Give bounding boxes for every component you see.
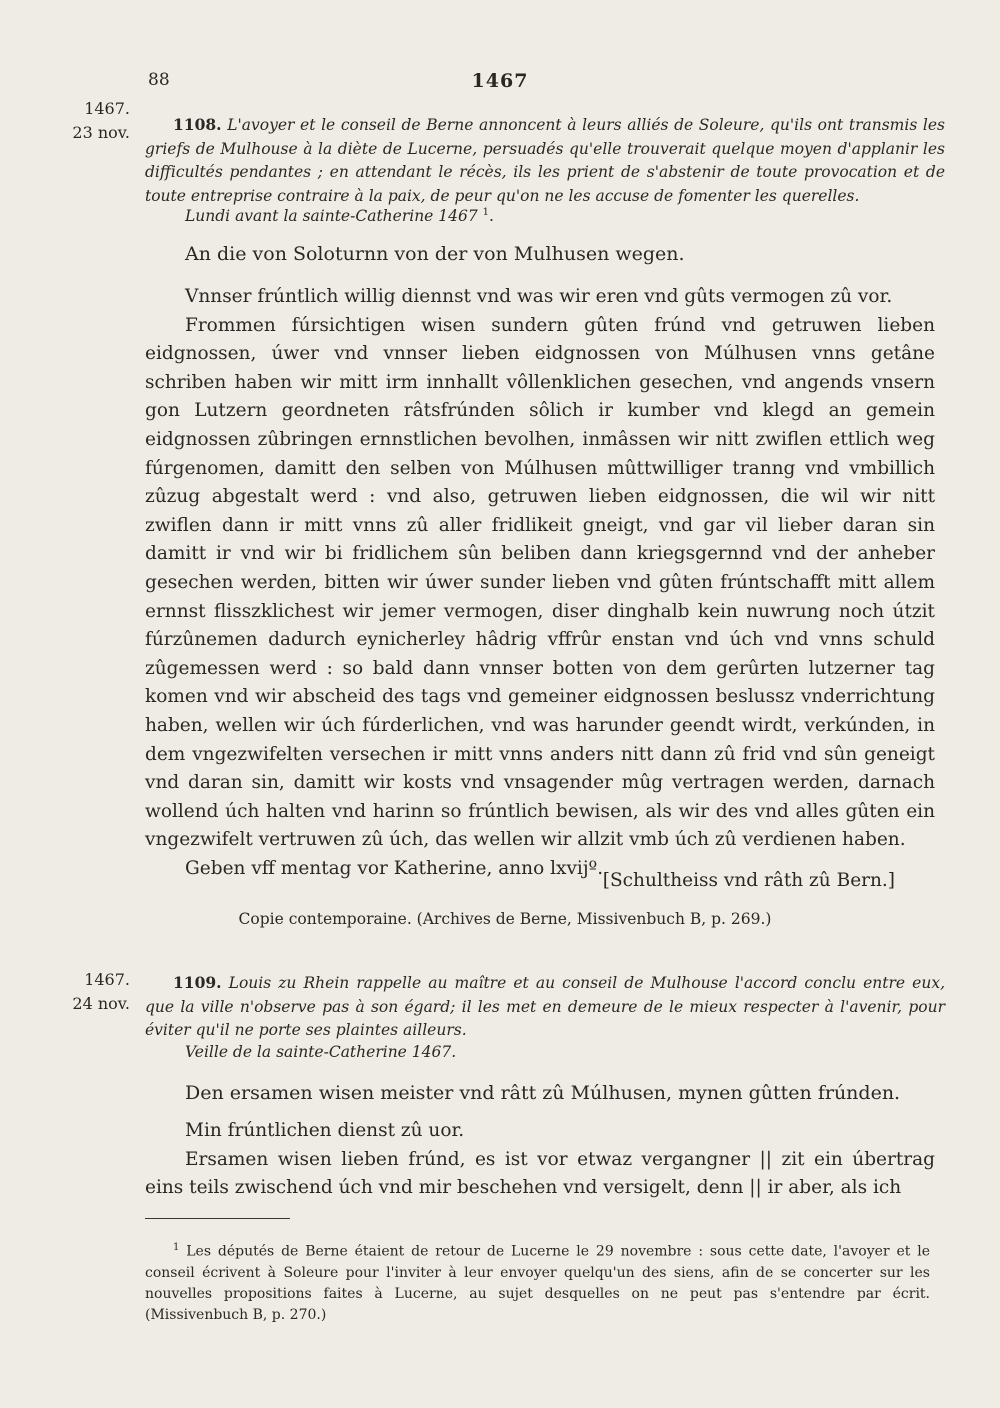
- footnote-text: Les députés de Berne étaient de retour de Lucerne le 29 novembre : sous cette date, l'avoyer et le conseil écrivent à Soleure pour l'inviter à leur envoyer quelqu'un des siens, afin de se concerter sur les nouvelles propositions faites à Lucerne, au sujet desquelles on ne peut pas s'entendre par écrit. (Missivenbuch B, p. 270.): [145, 1243, 930, 1323]
- letter-closing: Geben vff mentag vor Katherine, anno lxvijº.: [185, 857, 604, 879]
- footnote: [145, 1237, 930, 1326]
- margin-date-1109: [60, 968, 130, 1016]
- document-number: 1109.: [173, 973, 222, 992]
- letter-address-1108: An die von Soloturnn von der von Mulhusen wegen.: [185, 243, 685, 265]
- margin-year: 1467.: [84, 99, 130, 118]
- page-number: 88: [148, 70, 170, 90]
- signature-1108: [Schultheiss vnd râth zû Bern.]: [602, 870, 895, 891]
- dateline-1109: Veille de la sainte-Catherine 1467.: [185, 1043, 457, 1061]
- margin-day: 23 nov.: [72, 123, 130, 142]
- regest-text: Louis zu Rhein rappelle au maître et au conseil de Mulhouse l'accord conclu entre eux, que la ville n'observe pas à son égard; il les met en demeure de le mieux respecter à l'avenir, pour éviter qu'il ne porte ses plaintes ailleurs.: [145, 974, 945, 1039]
- dateline-1108: Lundi avant la sainte-Catherine 1467 $^1$.: [185, 207, 494, 226]
- letter-address-1109: Den ersamen wisen meister vnd râtt zû Múlhusen, mynen gûtten frúnden.: [185, 1082, 901, 1104]
- footnote-marker: 1: [173, 1242, 180, 1253]
- margin-date-1108: [60, 97, 130, 145]
- letter-paragraph: Ersamen wisen lieben frúnd, es ist vor etwaz vergangner || zit ein úbertrag eins teils zwischend úch vnd mir beschehen vnd versigelt, denn || ir aber, als ich: [145, 1148, 935, 1199]
- letter-paragraph: Frommen fúrsichtigen wisen sundern gûten frúnd vnd getruwen lieben eidgnossen, úwer vnd vnnser lieben eidgnossen von Múlhusen vnns getâne schriben haben wir mitt irm innhallt vôllenklichen gesechen, vnd angends vnsern gon Lutzern geordneten râtsfrúnden sôlich ir kumber vnd klegd an gemein eidgnossen zûbringen ernnstlichen bevolhen, inmâssen wir nitt zwiflen ettlich weg fúrgenomen, damitt den selben von Múlhusen mûttwilliger tranng vnd vmbillich zûzug abgestalt werd : vnd also, getruwen lieben eidgnossen, die wil wir nitt zwiflen dann ir mitt vnns zû aller fridlikeit gneigt, vnd gar vil lieber daran sin damitt ir vnd wir bi fridlichem sûn beliben dann kriegsgernnd vnd der anheber gesechen werden, bitten wir úwer sunder lieben vnd gûten frúntschafft mitt allem ernnst flisszklichest wir jemer vermogen, diser dinghalb kein nuwrung noch útzit fúrzûnemen dadurch eynicherley hâdrig vffrûr enstan vnd úch vnd vnns schuld zûgemessen werd : so bald dann vnnser botten von dem gerûrten lutzerner tag komen vnd wir abscheid des tags vnd gemeiner eidgnossen beslussz vnderrichtung haben, wellen wir úch fúrderlichen, vnd was harunder geendt wirdt, verkúnden, in dem vngezwifelten versechen ir mitt vnns anders nitt dann zû frid vnd sûn geneigt vnd daran sin, damitt wir kosts vnd vnsagender mûg vertragen werden, darnach wollend úch halten vnd harinn so frúntlich bewisen, als wir des vnd alles gûten ein vngezwifelt vertruwen zû úch, das wellen wir allzit vmb úch zû verdienen haben.: [145, 314, 935, 851]
- regest-text: L'avoyer et le conseil de Berne annoncent à leurs alliés de Soleure, qu'ils ont transmis les griefs de Mulhouse à la diète de Lucerne, persuadés qu'elle trouverait quelque moyen d'applanir les difficultés pendantes ; en attendant le récès, ils les prient de s'abstenir de toute provocation et de toute entreprise contraire à la paix, de peur qu'on ne les accuse de fomenter les querelles.: [145, 116, 945, 205]
- source-note-1108: Copie contemporaine. (Archives de Berne, Missivenbuch B, p. 269.): [238, 910, 772, 928]
- letter-salutation: Vnnser frúntlich willig diennst vnd was wir eren vnd gûts vermogen zû vor.: [185, 286, 893, 307]
- regest-1108: [145, 113, 945, 208]
- margin-day: 24 nov.: [72, 994, 130, 1013]
- running-head-year: 1467: [471, 70, 529, 92]
- dateline-text: Lundi avant la sainte-Catherine 1467: [185, 207, 478, 226]
- letter-body-1108: [145, 283, 935, 883]
- letter-salutation: Min frúntlichen dienst zû uor.: [185, 1120, 465, 1141]
- letter-body-1109: [145, 1117, 935, 1203]
- footnote-ref: 1: [482, 207, 490, 218]
- document-number: 1108.: [173, 115, 222, 134]
- regest-1109: [145, 971, 945, 1043]
- footnote-rule: [145, 1218, 290, 1219]
- margin-year: 1467.: [84, 970, 130, 989]
